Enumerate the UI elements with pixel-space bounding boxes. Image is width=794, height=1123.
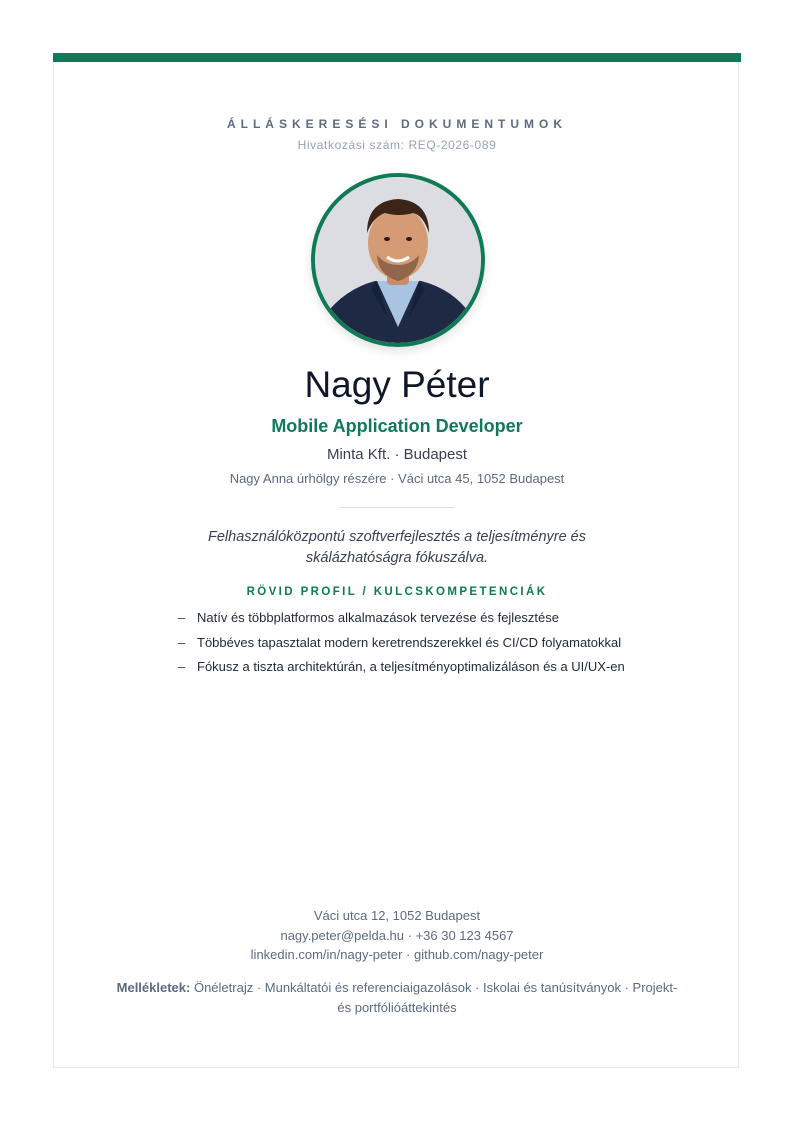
- attachments-line: [110, 978, 684, 1018]
- tagline: Felhasználóközpontú szoftverfejlesztés a teljesítményre és skálázhatóságra fókuszálva.: [208, 529, 586, 566]
- company-location: Minta Kft. · Budapest: [326, 446, 468, 463]
- accent-top-bar: [53, 53, 741, 62]
- list-item-text: Natív és többplatformos alkalmazások tervezése és fejlesztése: [197, 610, 560, 625]
- bullet-dash: –: [178, 610, 186, 625]
- attachments-label: Mellékletek:: [116, 980, 191, 995]
- candidate-name: Nagy Péter: [304, 364, 490, 405]
- list-item: [178, 633, 658, 658]
- reference-number: Hivatkozási szám: REQ-2026-089: [297, 138, 497, 152]
- contact-address: Váci utca 12, 1052 Budapest: [313, 908, 481, 923]
- bullet-dash: –: [178, 634, 186, 650]
- contact-links: linkedin.com/in/nagy-peter · github.com/nagy-peter: [250, 947, 544, 962]
- document-kicker: ÁLLÁSKERESÉSI DOKUMENTUMOK: [226, 117, 567, 131]
- list-item-text: Többéves tapasztalat modern keretrendszerekkel és CI/CD folyamatokkal: [197, 634, 622, 650]
- profile-photo: [311, 173, 485, 347]
- divider: [340, 507, 454, 508]
- contact-block: [0, 906, 794, 965]
- list-item: [178, 657, 658, 682]
- list-item-text: Fókusz a tiszta architektúrán, a teljesítményoptimalizáláson és a UI/UX-en: [197, 659, 625, 674]
- portrait-image: [315, 177, 481, 343]
- recipient-line: Nagy Anna úrhölgy részére · Váci utca 45, 1052 Budapest: [229, 471, 565, 486]
- bullet-dash: –: [178, 659, 186, 674]
- contact-email-phone: nagy.peter@pelda.hu · +36 30 123 4567: [280, 927, 514, 943]
- job-title: Mobile Application Developer: [271, 416, 523, 436]
- list-item: [178, 608, 658, 633]
- attachments-text: Önéletrajz · Munkáltatói és referenciaigazolások · Iskolai és tanúsítványok · Projekt- és portfólióáttekintés: [193, 980, 678, 1015]
- competency-list: [178, 608, 658, 682]
- summary-section-title: RÖVID PROFIL / KULCSKOMPETENCIÁK: [246, 586, 548, 598]
